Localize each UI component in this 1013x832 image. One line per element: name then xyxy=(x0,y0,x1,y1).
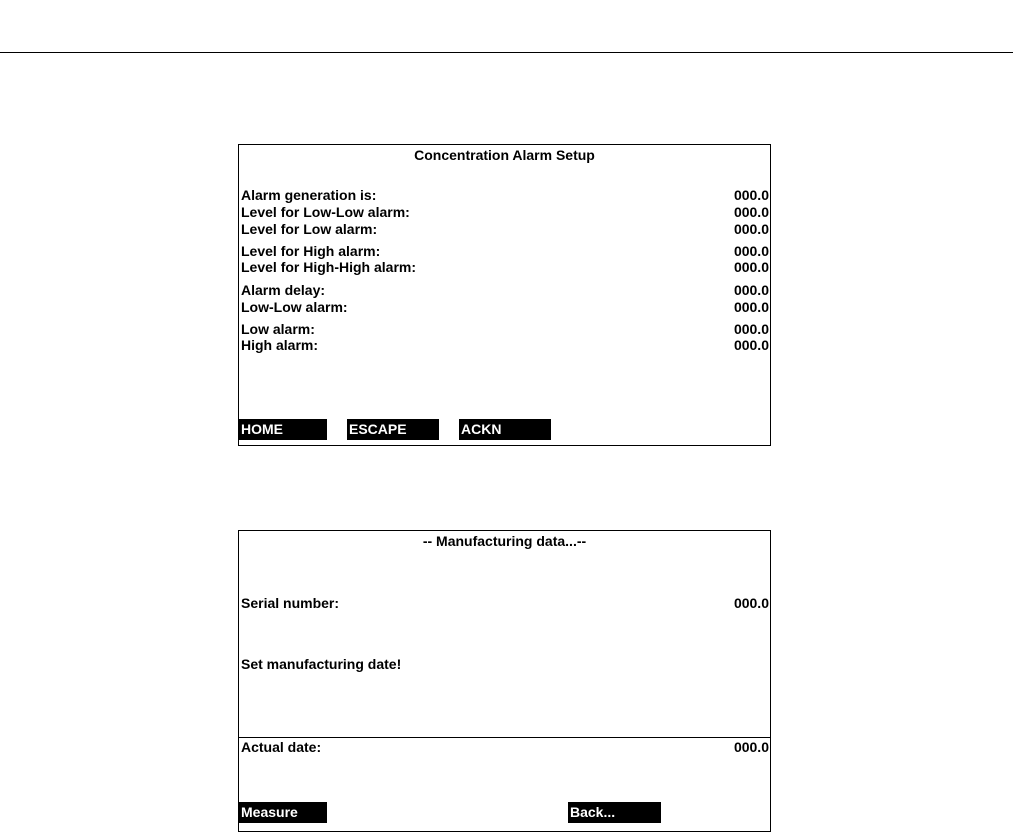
set-date-prompt: Set manufacturing date! xyxy=(241,656,402,672)
row-value: 000.0 xyxy=(733,321,769,337)
row-label: Alarm generation is: xyxy=(241,187,377,203)
row-label: Alarm delay: xyxy=(241,282,326,298)
alarm-row-low-status[interactable] xyxy=(241,321,769,338)
actual-date-row[interactable] xyxy=(241,739,769,756)
escape-softkey[interactable]: ESCAPE xyxy=(347,419,439,440)
ackn-softkey[interactable]: ACKN xyxy=(459,419,551,440)
home-softkey[interactable]: HOME xyxy=(239,419,327,440)
manufacturing-data-title: -- Manufacturing data...-- xyxy=(422,533,587,549)
actual-date-label: Actual date: xyxy=(241,739,322,755)
serial-number-value: 000.0 xyxy=(733,595,769,611)
alarm-row-low-low-level[interactable] xyxy=(241,204,769,221)
alarm-row-low-low-status[interactable] xyxy=(241,299,769,316)
alarm-setup-title: Concentration Alarm Setup xyxy=(414,147,595,163)
row-value: 000.0 xyxy=(733,204,769,220)
alarm-row-high-level[interactable] xyxy=(241,243,769,260)
alarm-setup-screen xyxy=(238,144,771,446)
set-date-prompt-row[interactable] xyxy=(241,656,769,673)
alarm-row-generation[interactable] xyxy=(241,187,769,204)
page-top-rule xyxy=(0,52,1013,53)
row-value: 000.0 xyxy=(733,243,769,259)
alarm-row-high-status[interactable] xyxy=(241,337,769,354)
alarm-row-low-level[interactable] xyxy=(241,221,769,238)
row-value: 000.0 xyxy=(733,337,769,353)
row-label: Level for Low-Low alarm: xyxy=(241,204,410,220)
serial-number-row[interactable] xyxy=(241,595,769,612)
row-value: 000.0 xyxy=(733,282,769,298)
section-divider xyxy=(239,737,770,738)
alarm-row-high-high-level[interactable] xyxy=(241,259,769,276)
actual-date-value: 000.0 xyxy=(733,739,769,755)
row-value: 000.0 xyxy=(733,187,769,203)
alarm-row-delay[interactable] xyxy=(241,282,769,299)
serial-number-label: Serial number: xyxy=(241,595,340,611)
row-label: Level for High-High alarm: xyxy=(241,259,417,275)
measure-softkey[interactable]: Measure xyxy=(239,802,327,823)
row-value: 000.0 xyxy=(733,299,769,315)
row-label: Level for Low alarm: xyxy=(241,221,378,237)
row-label: High alarm: xyxy=(241,337,319,353)
manufacturing-data-screen xyxy=(238,530,771,832)
row-value: 000.0 xyxy=(733,221,769,237)
row-value: 000.0 xyxy=(733,259,769,275)
row-label: Low-Low alarm: xyxy=(241,299,348,315)
back-softkey[interactable]: Back... xyxy=(568,802,661,823)
row-label: Level for High alarm: xyxy=(241,243,381,259)
row-label: Low alarm: xyxy=(241,321,315,337)
